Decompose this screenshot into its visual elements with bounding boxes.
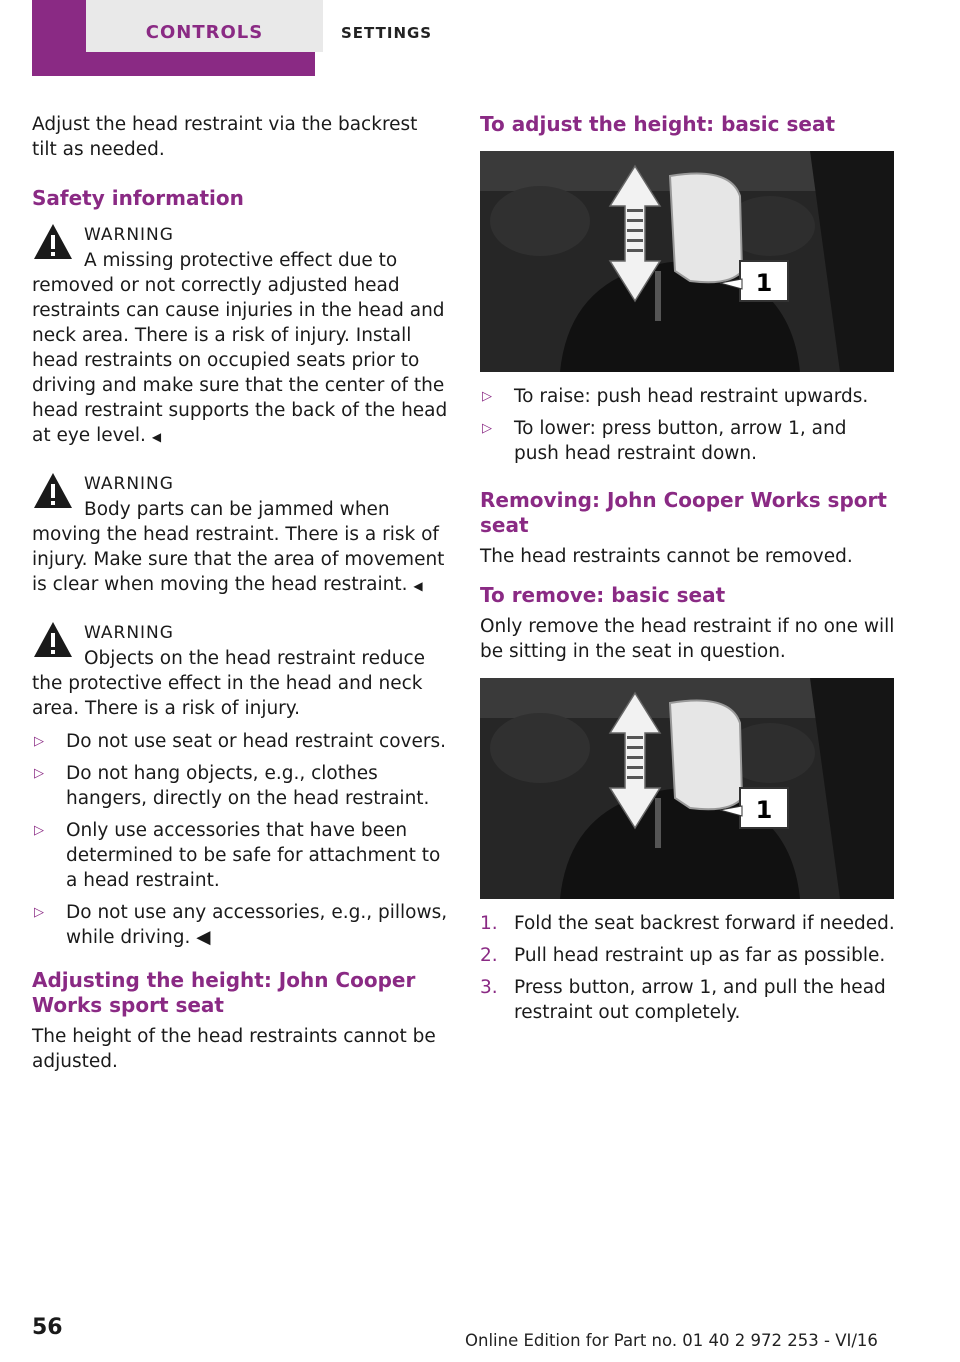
warning-label: WARNING	[84, 225, 174, 245]
warning-label: WARNING	[84, 474, 174, 494]
warning-text: Objects on the head restraint reduce the protective effect in the head and neck area. There is a risk of injury.	[32, 648, 426, 719]
remove-basic-text: Only remove the head restraint if no one will be sitting in the seat in question.	[480, 616, 895, 662]
triangle-bullet-icon: ▷	[34, 905, 44, 920]
end-marker-icon: ◀	[413, 579, 423, 593]
chapter-tab-bar	[32, 0, 315, 76]
left-column	[32, 112, 448, 1074]
list-item: ▷ Do not hang objects, e.g., clothes hangers, directly on the head restraint.	[34, 763, 430, 809]
triangle-bullet-icon: ▷	[34, 823, 44, 838]
adjust-basic-heading: To adjust the height: basic seat	[480, 112, 835, 136]
tab-settings[interactable]: SETTINGS	[341, 24, 433, 42]
list-item: ▷ Do not use any accessories, e.g., pillows, while driving. ◀	[34, 902, 448, 948]
warning-text: A missing protective effect due to removed or not correctly adjusted head restraints can cause injuries in the head and neck area. There is a risk of injury. Install head restraints on occupied seats prior to driving and make sure that the center of the head restraint supports the back of the head at eye level.	[32, 250, 448, 446]
list-item: ▷ Only use accessories that have been determined to be safe for attachment to a head restraint.	[34, 820, 441, 891]
remove-basic-heading: To remove: basic seat	[480, 583, 726, 607]
list-item: ▷ To lower: press button, arrow 1, and push head restraint down.	[482, 418, 847, 464]
warning-2	[32, 472, 448, 599]
seat-illustration	[480, 151, 894, 372]
head-restraint-illustration-1	[480, 151, 894, 372]
triangle-bullet-icon: ▷	[34, 766, 44, 781]
warning-triangle-icon	[32, 221, 74, 263]
head-restraint-illustration-2	[480, 678, 894, 899]
triangle-bullet-icon: ▷	[482, 421, 492, 436]
safety-heading: Safety information	[32, 186, 244, 210]
warning-3	[32, 621, 448, 721]
list-item: 2. Pull head restraint up as far as possible.	[480, 945, 886, 966]
warning-label: WARNING	[84, 623, 174, 643]
list-item: 1. Fold the seat backrest forward if needed.	[480, 913, 895, 934]
svg-text:1: 1	[755, 269, 773, 297]
list-item: ▷ Do not use seat or head restraint covers.	[34, 731, 446, 752]
jcw-height-heading: Adjusting the height: John Cooper Works sport seat	[32, 968, 416, 1017]
right-column	[480, 112, 896, 1032]
warning-triangle-icon	[32, 470, 74, 512]
list-item: ▷ To raise: push head restraint upwards.	[482, 386, 869, 407]
adjust-bullet-list	[480, 384, 896, 466]
list-item: 3. Press button, arrow 1, and pull the head restraint out completely.	[480, 977, 886, 1023]
end-marker-icon: ◀	[151, 430, 162, 444]
remove-steps-list	[480, 911, 896, 1025]
warning-triangle-icon	[32, 619, 74, 661]
warning-text: Body parts can be jammed when moving the head restraint. There is a risk of injury. Make sure that the area of movement is clear when moving the head restraint.	[32, 499, 445, 595]
triangle-bullet-icon: ▷	[34, 734, 44, 749]
svg-text:1: 1	[755, 796, 773, 824]
seat-illustration	[480, 678, 894, 899]
page-number: 56	[32, 1315, 63, 1340]
edition-footer: Online Edition for Part no. 01 40 2 972 253 - VI/16	[465, 1331, 878, 1350]
intro-text: Adjust the head restraint via the backrest tilt as needed.	[32, 114, 418, 160]
safety-bullet-list	[32, 729, 448, 950]
jcw-height-text: The height of the head restraints cannot be adjusted.	[32, 1026, 436, 1072]
remove-jcw-heading: Removing: John Cooper Works sport seat	[480, 488, 887, 537]
remove-jcw-text: The head restraints cannot be removed.	[480, 546, 853, 567]
tab-controls[interactable]: CONTROLS	[86, 0, 323, 52]
warning-1	[32, 223, 448, 450]
triangle-bullet-icon: ▷	[482, 389, 492, 404]
